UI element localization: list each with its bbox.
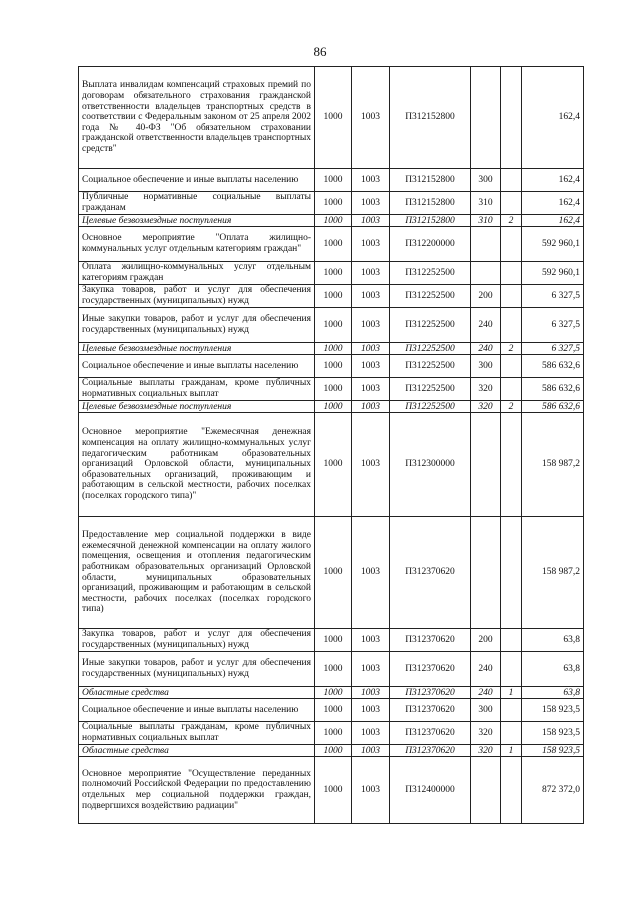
cell-name: Областные средства (79, 687, 315, 699)
cell-expense-type (471, 262, 501, 285)
cell-name: Предоставление мер социальной поддержки в виде ежемесячной денежной компенсации на оплату жилого помещения, освещения и отопления педагогическим работникам образовательных организаций Орловской области, муниципальных образовательных организаций, проживающим и работающим в сельской местности, рабочих поселках (поселках городского типа) (79, 517, 315, 629)
cell-target-article: П312152800 (390, 169, 471, 192)
cell-expense-type: 320 (471, 722, 501, 745)
cell-subsection: 1003 (352, 517, 390, 629)
cell-expense-type: 300 (471, 169, 501, 192)
cell-funding-source (501, 413, 522, 517)
cell-funding-source (501, 227, 522, 262)
cell-expense-type: 240 (471, 343, 501, 355)
cell-amount: 162,4 (522, 67, 584, 169)
cell-name: Целевые безвозмездные поступления (79, 215, 315, 227)
cell-target-article: П312252500 (390, 355, 471, 378)
cell-expense-type (471, 413, 501, 517)
table-row (79, 343, 584, 355)
cell-subsection: 1003 (352, 745, 390, 757)
cell-expense-type (471, 757, 501, 824)
cell-name: Оплата жилищно-коммунальных услуг отдельным категориям граждан (79, 262, 315, 285)
cell-funding-source (501, 517, 522, 629)
table-row (79, 652, 584, 687)
cell-target-article: П312252500 (390, 262, 471, 285)
cell-subsection: 1003 (352, 169, 390, 192)
cell-name: Закупка товаров, работ и услуг для обеспечения государственных (муниципальных) нужд (79, 285, 315, 308)
cell-target-article: П312400000 (390, 757, 471, 824)
cell-section: 1000 (315, 413, 352, 517)
cell-amount: 6 327,5 (522, 308, 584, 343)
table-row (79, 757, 584, 824)
cell-subsection: 1003 (352, 687, 390, 699)
cell-subsection: 1003 (352, 757, 390, 824)
cell-subsection: 1003 (352, 722, 390, 745)
cell-target-article: П312252500 (390, 343, 471, 355)
table-row (79, 215, 584, 227)
cell-amount: 872 372,0 (522, 757, 584, 824)
table-row (79, 308, 584, 343)
cell-subsection: 1003 (352, 343, 390, 355)
cell-amount: 6 327,5 (522, 285, 584, 308)
cell-subsection: 1003 (352, 262, 390, 285)
cell-target-article: П312200000 (390, 227, 471, 262)
cell-target-article: П312252500 (390, 285, 471, 308)
cell-expense-type: 200 (471, 629, 501, 652)
cell-section: 1000 (315, 378, 352, 401)
cell-section: 1000 (315, 629, 352, 652)
cell-amount: 162,4 (522, 192, 584, 215)
cell-amount: 158 923,5 (522, 722, 584, 745)
cell-target-article: П312152800 (390, 215, 471, 227)
table-row (79, 355, 584, 378)
cell-amount: 63,8 (522, 629, 584, 652)
cell-funding-source (501, 629, 522, 652)
table-row (79, 67, 584, 169)
cell-expense-type (471, 517, 501, 629)
cell-subsection: 1003 (352, 378, 390, 401)
table-row (79, 378, 584, 401)
cell-target-article: П312370620 (390, 687, 471, 699)
cell-subsection: 1003 (352, 215, 390, 227)
cell-expense-type: 240 (471, 308, 501, 343)
cell-amount: 586 632,6 (522, 401, 584, 413)
budget-table (78, 66, 584, 824)
cell-section: 1000 (315, 355, 352, 378)
cell-amount: 6 327,5 (522, 343, 584, 355)
cell-funding-source: 2 (501, 401, 522, 413)
cell-funding-source (501, 699, 522, 722)
table-row (79, 517, 584, 629)
cell-funding-source: 1 (501, 745, 522, 757)
cell-expense-type: 310 (471, 192, 501, 215)
cell-amount: 162,4 (522, 169, 584, 192)
cell-name: Основное мероприятие "Оплата жилищно-коммунальных услуг отдельным категориям граждан" (79, 227, 315, 262)
cell-funding-source (501, 355, 522, 378)
cell-amount: 592 960,1 (522, 262, 584, 285)
cell-subsection: 1003 (352, 285, 390, 308)
cell-name: Социальное обеспечение и иные выплаты населению (79, 169, 315, 192)
cell-name: Социальное обеспечение и иные выплаты населению (79, 355, 315, 378)
cell-expense-type: 320 (471, 745, 501, 757)
cell-section: 1000 (315, 687, 352, 699)
cell-target-article: П312370620 (390, 629, 471, 652)
cell-target-article: П312152800 (390, 67, 471, 169)
cell-expense-type: 300 (471, 699, 501, 722)
cell-section: 1000 (315, 757, 352, 824)
cell-target-article: П312370620 (390, 699, 471, 722)
cell-section: 1000 (315, 215, 352, 227)
cell-amount: 158 987,2 (522, 517, 584, 629)
table-row (79, 262, 584, 285)
cell-expense-type: 240 (471, 687, 501, 699)
table-row (79, 629, 584, 652)
cell-name: Закупка товаров, работ и услуг для обеспечения государственных (муниципальных) нужд (79, 629, 315, 652)
cell-name: Выплата инвалидам компенсаций страховых премий по договорам обязательного страхования гражданской ответственности владельцев транспортных средств в соответствии с Федеральным законом от 25 апреля 2002 года № 40-ФЗ "Об обязательном страховании гражданской ответственности владельцев транспортных средств" (79, 67, 315, 169)
cell-expense-type: 200 (471, 285, 501, 308)
cell-subsection: 1003 (352, 227, 390, 262)
cell-amount: 162,4 (522, 215, 584, 227)
cell-subsection: 1003 (352, 308, 390, 343)
table-row (79, 687, 584, 699)
cell-target-article: П312152800 (390, 192, 471, 215)
cell-target-article: П312252500 (390, 378, 471, 401)
cell-target-article: П312252500 (390, 401, 471, 413)
cell-expense-type: 320 (471, 378, 501, 401)
cell-funding-source (501, 67, 522, 169)
cell-funding-source (501, 285, 522, 308)
cell-name: Иные закупки товаров, работ и услуг для обеспечения государственных (муниципальных) нужд (79, 308, 315, 343)
table-row (79, 699, 584, 722)
cell-section: 1000 (315, 192, 352, 215)
cell-name: Целевые безвозмездные поступления (79, 401, 315, 413)
cell-funding-source: 1 (501, 687, 522, 699)
cell-section: 1000 (315, 401, 352, 413)
page-number: 86 (313, 44, 327, 59)
cell-name: Основное мероприятие "Ежемесячная денежная компенсация на оплату жилищно-коммунальных услуг педагогическим работникам образовательных организаций Орловской области, муниципальных образовательных организаций, проживающим и работающим в сельской местности, рабочих поселках (поселках городского типа)" (79, 413, 315, 517)
cell-subsection: 1003 (352, 192, 390, 215)
cell-funding-source (501, 169, 522, 192)
cell-name: Социальные выплаты гражданам, кроме публичных нормативных социальных выплат (79, 378, 315, 401)
cell-target-article: П312370620 (390, 745, 471, 757)
cell-name: Социальное обеспечение и иные выплаты населению (79, 699, 315, 722)
cell-amount: 63,8 (522, 687, 584, 699)
cell-target-article: П312370620 (390, 517, 471, 629)
cell-funding-source (501, 722, 522, 745)
table-row (79, 192, 584, 215)
cell-amount: 158 923,5 (522, 699, 584, 722)
table-row (79, 285, 584, 308)
table-row (79, 401, 584, 413)
cell-funding-source: 2 (501, 343, 522, 355)
cell-section: 1000 (315, 652, 352, 687)
cell-subsection: 1003 (352, 401, 390, 413)
cell-section: 1000 (315, 722, 352, 745)
cell-name: Целевые безвозмездные поступления (79, 343, 315, 355)
cell-expense-type: 310 (471, 215, 501, 227)
cell-expense-type: 240 (471, 652, 501, 687)
table-row (79, 227, 584, 262)
cell-subsection: 1003 (352, 699, 390, 722)
cell-section: 1000 (315, 343, 352, 355)
cell-subsection: 1003 (352, 355, 390, 378)
cell-funding-source (501, 262, 522, 285)
cell-subsection: 1003 (352, 67, 390, 169)
cell-expense-type (471, 67, 501, 169)
cell-funding-source (501, 652, 522, 687)
table-row (79, 722, 584, 745)
cell-expense-type (471, 227, 501, 262)
cell-amount: 592 960,1 (522, 227, 584, 262)
cell-name: Иные закупки товаров, работ и услуг для обеспечения государственных (муниципальных) нужд (79, 652, 315, 687)
cell-funding-source (501, 308, 522, 343)
table-row (79, 169, 584, 192)
cell-name: Публичные нормативные социальные выплаты гражданам (79, 192, 315, 215)
cell-name: Областные средства (79, 745, 315, 757)
cell-funding-source (501, 378, 522, 401)
cell-section: 1000 (315, 169, 352, 192)
cell-amount: 586 632,6 (522, 355, 584, 378)
table-row (79, 745, 584, 757)
cell-target-article: П312252500 (390, 308, 471, 343)
cell-section: 1000 (315, 745, 352, 757)
cell-section: 1000 (315, 308, 352, 343)
cell-funding-source (501, 192, 522, 215)
cell-subsection: 1003 (352, 629, 390, 652)
cell-section: 1000 (315, 227, 352, 262)
cell-section: 1000 (315, 67, 352, 169)
cell-section: 1000 (315, 262, 352, 285)
cell-amount: 158 923,5 (522, 745, 584, 757)
cell-target-article: П312370620 (390, 652, 471, 687)
table-body (79, 67, 584, 824)
cell-section: 1000 (315, 517, 352, 629)
cell-amount: 158 987,2 (522, 413, 584, 517)
cell-amount: 63,8 (522, 652, 584, 687)
cell-subsection: 1003 (352, 413, 390, 517)
cell-funding-source: 2 (501, 215, 522, 227)
cell-subsection: 1003 (352, 652, 390, 687)
cell-expense-type: 320 (471, 401, 501, 413)
cell-target-article: П312300000 (390, 413, 471, 517)
table-row (79, 413, 584, 517)
cell-name: Основное мероприятие "Осуществление переданных полномочий Российской Федерации по предоставлению отдельных мер социальной поддержки граждан, подвергшихся воздействию радиации" (79, 757, 315, 824)
cell-amount: 586 632,6 (522, 378, 584, 401)
cell-section: 1000 (315, 699, 352, 722)
cell-name: Социальные выплаты гражданам, кроме публичных нормативных социальных выплат (79, 722, 315, 745)
cell-funding-source (501, 757, 522, 824)
cell-section: 1000 (315, 285, 352, 308)
cell-target-article: П312370620 (390, 722, 471, 745)
cell-expense-type: 300 (471, 355, 501, 378)
